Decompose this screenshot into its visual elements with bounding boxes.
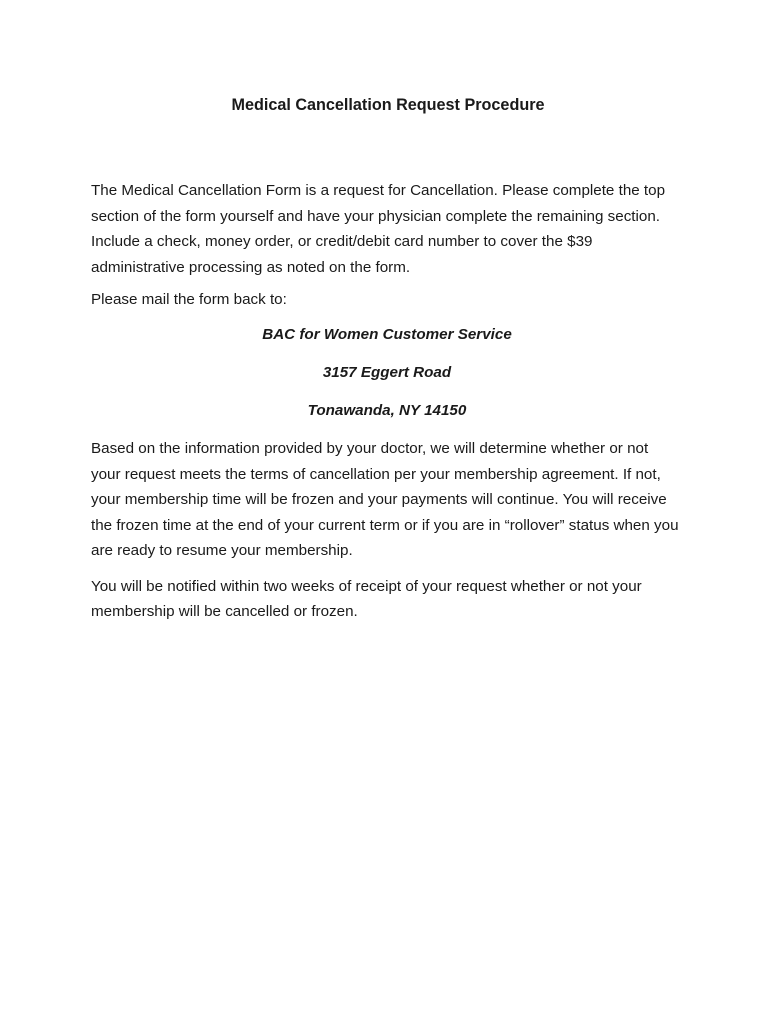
determination-paragraph: Based on the information provided by your doctor, we will determine whether or not your request meets the terms of cancellation per your membership agreement. If not, your membership time will be frozen and your payments will continue. You will receive the frozen time at the end of your current term or if you are in “rollover” status when you are ready to resume your membership. [91, 440, 679, 559]
notification-paragraph: You will be notified within two weeks of receipt of your request whether or not your membership will be cancelled or frozen. [91, 577, 642, 620]
mail-instruction: Please mail the form back to: [91, 291, 287, 308]
document-title: Medical Cancellation Request Procedure [231, 96, 545, 114]
document-body [91, 93, 681, 625]
address-line-city: Tonawanda, NY 14150 [307, 401, 467, 419]
address-line-street: 3157 Eggert Road [322, 364, 452, 381]
intro-paragraph: The Medical Cancellation Form is a request for Cancellation. Please complete the top section of the form yourself and have your physician complete the remaining section. Include a check, money order, or credit/debit card number to cover the $39 administrative processing as noted on the form. [91, 182, 666, 276]
mailing-address [91, 322, 681, 424]
address-line-name: BAC for Women Customer Service [262, 325, 512, 343]
